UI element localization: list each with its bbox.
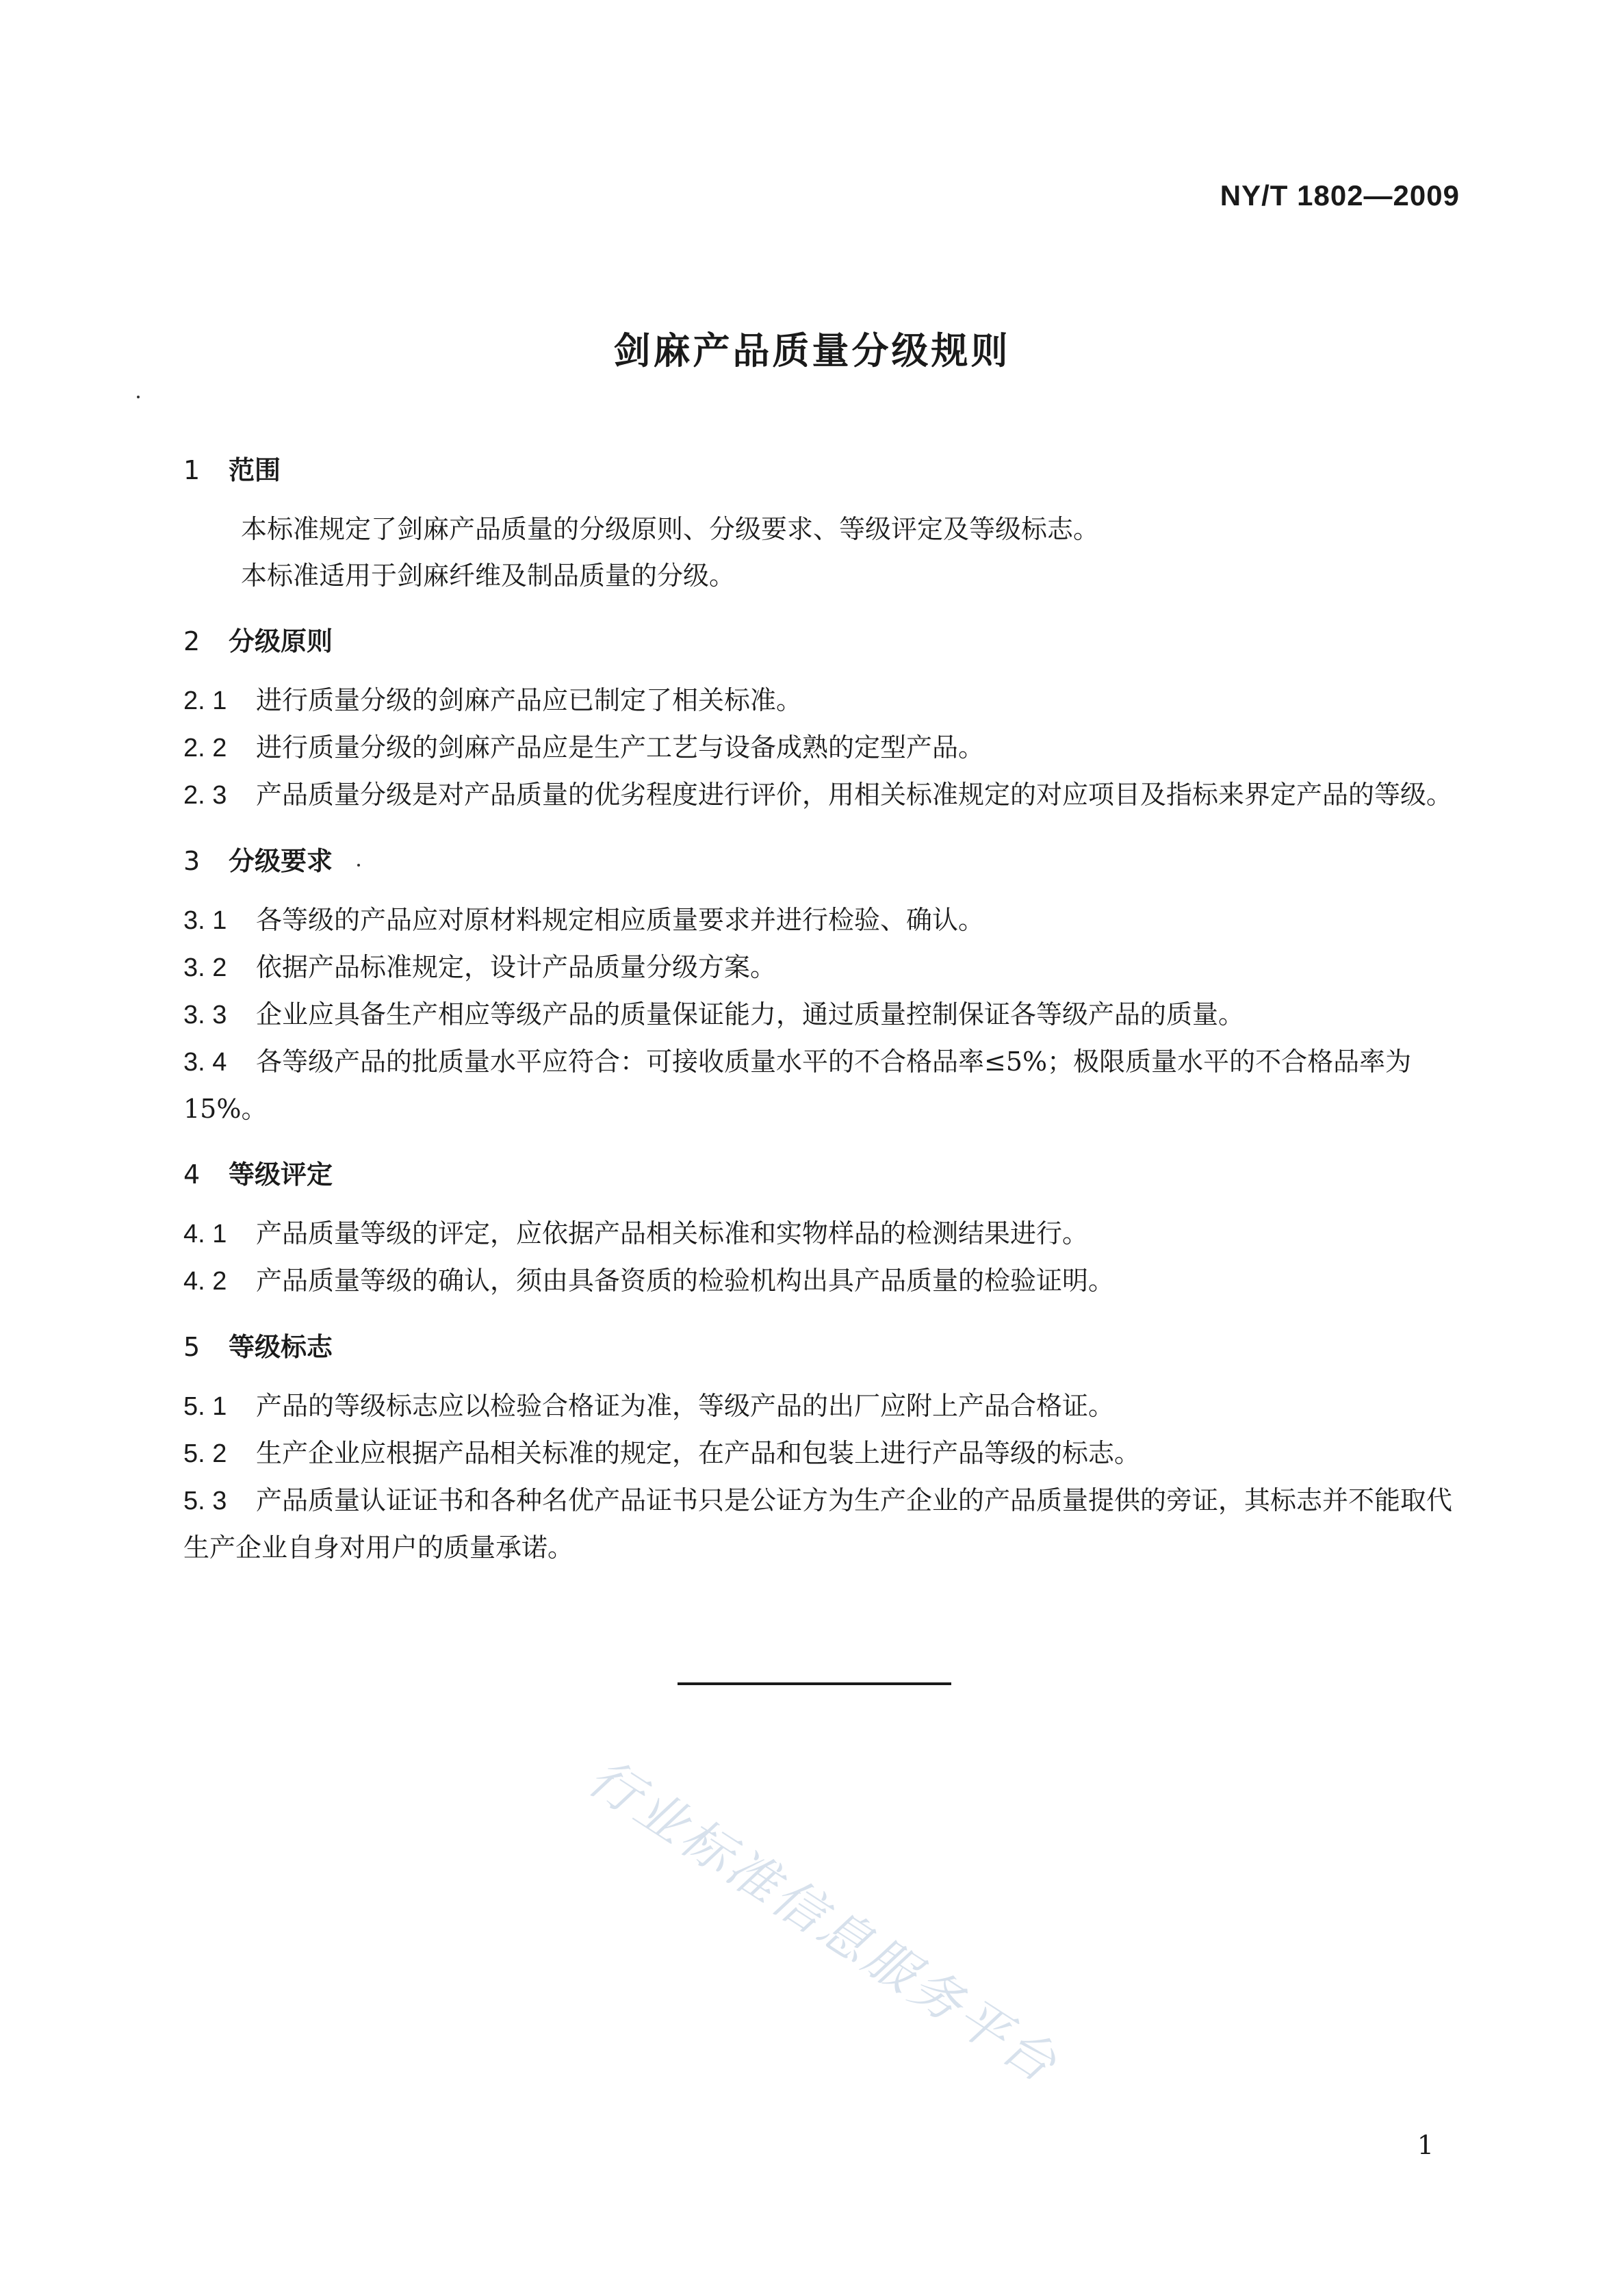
section-number: 5 <box>183 1332 201 1362</box>
end-rule <box>678 1682 951 1685</box>
clause-number: 3. 4 <box>183 1048 227 1077</box>
section-number: 2 <box>183 626 201 656</box>
clause-text: 各等级产品的批质量水平应符合：可接收质量水平的不合格品率≤5%；极限质量水平的不合格品率为 15%。 <box>183 1047 1412 1124</box>
section-title: 等级评定 <box>229 1159 333 1190</box>
section-number: 4 <box>183 1159 201 1190</box>
clause <box>183 1210 1470 1257</box>
document-title: 剑麻产品质量分级规则 <box>613 329 1011 372</box>
clause-number: 5. 3 <box>183 1487 227 1515</box>
section-heading <box>183 1153 1470 1196</box>
clause-number: 3. 3 <box>183 1001 227 1029</box>
clause-number: 5. 1 <box>183 1392 227 1421</box>
clause-text: 产品质量等级的确认，须由具备资质的检验机构出具产品质量的检验证明。 <box>256 1266 1115 1296</box>
clause <box>183 991 1470 1038</box>
document-body <box>183 448 1470 1571</box>
clause-number: 3. 1 <box>183 906 227 935</box>
section-title: 等级标志 <box>229 1332 333 1362</box>
paragraph: 本标准规定了剑麻产品质量的分级原则、分级要求、等级评定及等级标志。 <box>241 514 1100 544</box>
clause <box>183 1257 1470 1305</box>
section-heading <box>183 1325 1470 1369</box>
standard-number: NY/T 1802—2009 <box>1220 179 1460 211</box>
clause <box>183 1477 1470 1571</box>
clause-text: 各等级的产品应对原材料规定相应质量要求并进行检验、确认。 <box>256 905 985 935</box>
clause-number: 2. 2 <box>183 734 227 762</box>
section-heading <box>183 448 1470 492</box>
clause-text: 进行质量分级的剑麻产品应是生产工艺与设备成熟的定型产品。 <box>256 732 985 762</box>
clause-text: 依据产品标准规定，设计产品质量分级方案。 <box>256 952 777 982</box>
clause-number: 3. 2 <box>183 953 227 982</box>
clause-number: 2. 1 <box>183 687 227 715</box>
clause-number: 4. 1 <box>183 1220 227 1248</box>
watermark: 行业标准信息服务平台 <box>578 1747 1070 2096</box>
clause-text: 产品质量等级的评定，应依据产品相关标准和实物样品的检测结果进行。 <box>256 1218 1089 1248</box>
section-title: 分级原则 <box>229 626 333 656</box>
clause-text: 企业应具备生产相应等级产品的质量保证能力，通过质量控制保证各等级产品的质量。 <box>256 999 1245 1029</box>
clause-number: 4. 2 <box>183 1267 227 1296</box>
clause <box>183 771 1470 819</box>
section-number: 1 <box>183 455 201 485</box>
section-heading <box>183 839 1470 883</box>
clause <box>183 1038 1470 1132</box>
clause-number: 5. 2 <box>183 1439 227 1468</box>
clause-text: 产品质量认证证书和各种名优产品证书只是公证方为生产企业的产品质量提供的旁证，其标志并不能取代生产企业自身对用户的质量承诺。 <box>183 1485 1453 1563</box>
section-title: 范围 <box>229 455 281 485</box>
clause-text: 产品的等级标志应以检验合格证为准，等级产品的出厂应附上产品合格证。 <box>256 1391 1115 1421</box>
page-number: 1 <box>1417 2130 1434 2160</box>
clause <box>183 944 1470 991</box>
clause-number: 2. 3 <box>183 781 227 810</box>
clause-text: 生产企业应根据产品相关标准的规定，在产品和包装上进行产品等级的标志。 <box>256 1438 1141 1468</box>
paragraph: 本标准适用于剑麻纤维及制品质量的分级。 <box>241 561 736 591</box>
clause <box>183 1383 1470 1430</box>
section-title: 分级要求 <box>229 846 333 876</box>
scan-speck <box>137 396 140 398</box>
clause-text: 产品质量分级是对产品质量的优劣程度进行评价，用相关标准规定的对应项目及指标来界定产品的等级。 <box>256 780 1453 810</box>
clause <box>183 897 1470 944</box>
clause-text: 进行质量分级的剑麻产品应已制定了相关标准。 <box>256 685 803 715</box>
clause <box>183 1430 1470 1477</box>
clause <box>183 724 1470 771</box>
section-number: 3 <box>183 846 201 876</box>
section-heading <box>183 619 1470 663</box>
clause <box>183 677 1470 724</box>
